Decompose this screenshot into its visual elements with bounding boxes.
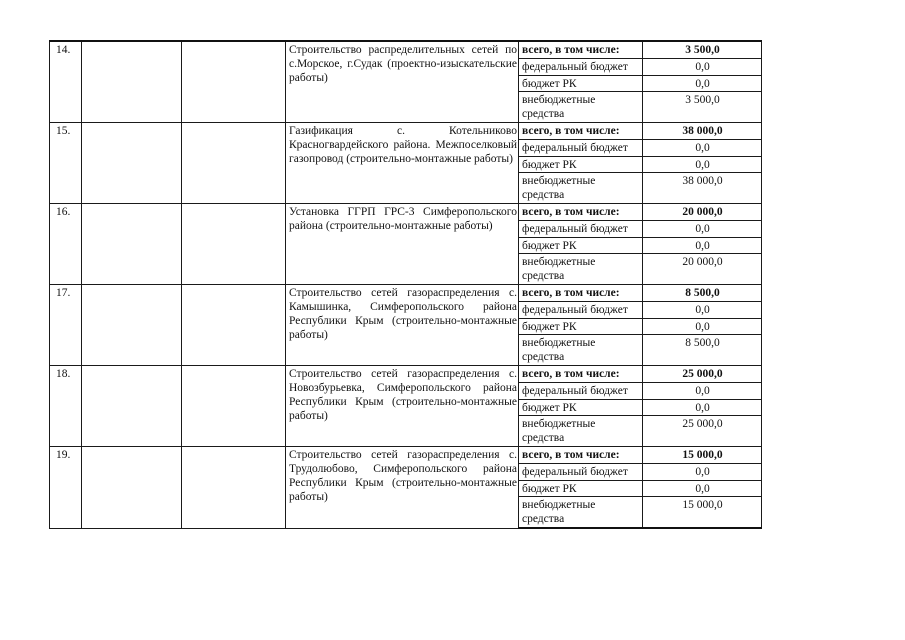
funding-source-value: 0,0 [643, 319, 762, 335]
funding-total-value: 15 000,0 [643, 447, 762, 464]
funding-source-value: 0,0 [643, 157, 762, 173]
empty-cell [182, 447, 286, 529]
funding-total-label: всего, в том числе: [519, 41, 643, 59]
funding-source-label: внебюджетные средства [519, 254, 643, 285]
funding-source-label: внебюджетные средства [519, 416, 643, 447]
funding-source-label: бюджет РК [519, 76, 643, 92]
funding-total-value: 25 000,0 [643, 366, 762, 383]
funding-source-value: 8 500,0 [643, 335, 762, 366]
funding-source-label: федеральный бюджет [519, 140, 643, 157]
project-row [50, 285, 762, 302]
row-number: 14. [50, 41, 82, 123]
funding-source-label: бюджет РК [519, 238, 643, 254]
empty-cell [182, 366, 286, 447]
funding-source-label: федеральный бюджет [519, 59, 643, 76]
funding-source-value: 0,0 [643, 481, 762, 497]
row-number: 17. [50, 285, 82, 366]
project-name: Газификация с. Котельниково Красногвардейского района. Межпоселковый газопровод (строительно-монтажные работы) [286, 123, 519, 204]
funding-source-value: 25 000,0 [643, 416, 762, 447]
funding-source-value: 0,0 [643, 140, 762, 157]
empty-cell [82, 123, 182, 204]
funding-total-label: всего, в том числе: [519, 447, 643, 464]
funding-total-label: всего, в том числе: [519, 123, 643, 140]
empty-cell [182, 204, 286, 285]
funding-source-value: 0,0 [643, 383, 762, 400]
funding-total-value: 38 000,0 [643, 123, 762, 140]
funding-source-value: 0,0 [643, 400, 762, 416]
funding-total-value: 20 000,0 [643, 204, 762, 221]
empty-cell [82, 204, 182, 285]
empty-cell [182, 285, 286, 366]
funding-source-label: федеральный бюджет [519, 221, 643, 238]
funding-source-value: 15 000,0 [643, 497, 762, 529]
funding-source-value: 20 000,0 [643, 254, 762, 285]
funding-total-label: всего, в том числе: [519, 366, 643, 383]
empty-cell [182, 41, 286, 123]
project-row [50, 204, 762, 221]
project-row [50, 123, 762, 140]
row-number: 15. [50, 123, 82, 204]
funding-source-value: 0,0 [643, 238, 762, 254]
funding-source-value: 38 000,0 [643, 173, 762, 204]
funding-source-value: 0,0 [643, 221, 762, 238]
funding-source-label: федеральный бюджет [519, 383, 643, 400]
funding-source-value: 0,0 [643, 464, 762, 481]
row-number: 19. [50, 447, 82, 529]
project-name: Строительство распределительных сетей по с.Морское, г.Судак (проектно-изыскательские работы) [286, 41, 519, 123]
row-number: 16. [50, 204, 82, 285]
empty-cell [82, 41, 182, 123]
funding-total-label: всего, в том числе: [519, 285, 643, 302]
funding-source-value: 0,0 [643, 76, 762, 92]
funding-source-label: бюджет РК [519, 157, 643, 173]
project-name: Строительство сетей газораспределения с. Трудолюбово, Симферопольского района Республики Крым (строительно-монтажные работы) [286, 447, 519, 529]
funding-table-body [50, 41, 762, 528]
funding-total-value: 8 500,0 [643, 285, 762, 302]
project-name: Установка ГГРП ГРС-3 Симферопольского района (строительно-монтажные работы) [286, 204, 519, 285]
empty-cell [82, 447, 182, 529]
funding-table [49, 40, 762, 529]
funding-source-label: федеральный бюджет [519, 464, 643, 481]
project-row [50, 447, 762, 464]
empty-cell [82, 366, 182, 447]
funding-source-label: федеральный бюджет [519, 302, 643, 319]
funding-source-value: 3 500,0 [643, 92, 762, 123]
funding-source-label: внебюджетные средства [519, 335, 643, 366]
project-name: Строительство сетей газораспределения с. Новозбурьевка, Симферопольского района Республики Крым (строительно-монтажные работы) [286, 366, 519, 447]
empty-cell [82, 285, 182, 366]
project-row [50, 41, 762, 59]
funding-total-value: 3 500,0 [643, 41, 762, 59]
empty-cell [182, 123, 286, 204]
funding-source-label: внебюджетные средства [519, 92, 643, 123]
project-row [50, 366, 762, 383]
funding-source-label: бюджет РК [519, 481, 643, 497]
funding-source-label: внебюджетные средства [519, 173, 643, 204]
project-name: Строительство сетей газораспределения с. Камышинка, Симферопольского района Республики Крым (строительно-монтажные работы) [286, 285, 519, 366]
funding-source-label: бюджет РК [519, 319, 643, 335]
row-number: 18. [50, 366, 82, 447]
funding-source-label: бюджет РК [519, 400, 643, 416]
funding-source-value: 0,0 [643, 302, 762, 319]
funding-source-value: 0,0 [643, 59, 762, 76]
funding-source-label: внебюджетные средства [519, 497, 643, 529]
funding-total-label: всего, в том числе: [519, 204, 643, 221]
